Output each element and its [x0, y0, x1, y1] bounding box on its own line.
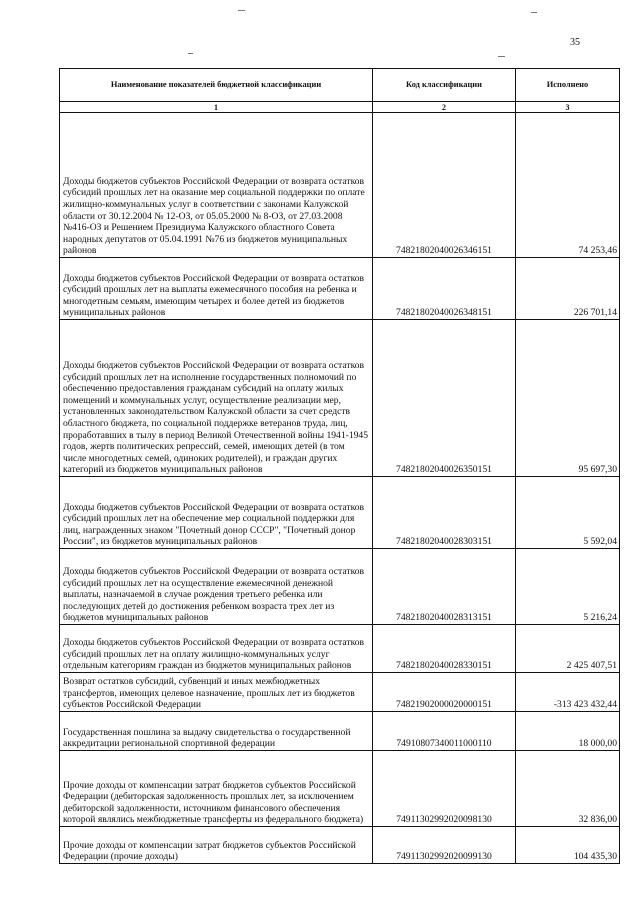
column-header-executed: Исполнено — [516, 69, 620, 102]
column-number: 1 — [60, 102, 373, 113]
row-name: Доходы бюджетов субъектов Российской Федерации от возврата остатков субсидий прошлых лет на осуществление ежемесячной денежной выплаты, назначаемой в случае рождения третьего ребенка или последующих детей до достижения ребенком возраста трех лет из бюджетов муниципальных районов — [60, 549, 373, 625]
row-name: Прочие доходы от компенсации затрат бюджетов субъектов Российской Федерации (прочие доходы) — [60, 827, 373, 864]
table-row — [60, 113, 620, 258]
table-row — [60, 712, 620, 751]
row-name: Доходы бюджетов субъектов Российской Федерации от возврата остатков субсидий прошлых лет на обеспечение мер социальной поддержки для лиц, награжденных знаком "Почетный донор СССР", "Почетный донор России", из бюджетов муниципальных районов — [60, 477, 373, 549]
row-name: Возврат остатков субсидий, субвенций и иных межбюджетных трансфертов, имеющих целевое назначение, прошлых лет из бюджетов субъектов Российской Федерации — [60, 673, 373, 712]
scan-mark — [498, 56, 505, 57]
row-code: 74821802040028313151 — [373, 549, 516, 625]
row-code: 74821802040026348151 — [373, 258, 516, 320]
row-name: Доходы бюджетов субъектов Российской Федерации от возврата остатков субсидий прошлых лет на исполнение государственных полномочий по обеспечению предоставления гражданам субсидий на оплату жилых помещений и коммунальных услуг, осуществление реализации мер, установленных законодательством Калужской области за счет средств областного бюджета, по социальной поддержке ветеранов труда, лиц, проработавших в тылу в период Великой Отечественной войны 1941-1945 годов, жертв политических репрессий, семей, имеющих детей (в том числе многодетных семей, одиноких родителей), и граждан других категорий из бюджетов муниципальных районов — [60, 320, 373, 477]
column-number-row — [60, 102, 620, 113]
table-row — [60, 258, 620, 320]
scan-mark — [531, 12, 537, 13]
row-name: Государственная пошлина за выдачу свидетельства о государственной аккредитации региональной спортивной федерации — [60, 712, 373, 751]
row-executed: 95 697,30 — [516, 320, 620, 477]
scan-mark — [188, 53, 193, 54]
scan-mark — [238, 10, 245, 11]
row-code: 74821802040026350151 — [373, 320, 516, 477]
row-code: 74911302992020098130 — [373, 751, 516, 827]
row-code: 74911302992020099130 — [373, 827, 516, 864]
row-code: 74821802040028303151 — [373, 477, 516, 549]
row-executed: 18 000,00 — [516, 712, 620, 751]
row-code: 74821802040026346151 — [373, 113, 516, 258]
budget-table — [59, 68, 620, 864]
row-executed: -313 423 432,44 — [516, 673, 620, 712]
row-executed: 104 435,30 — [516, 827, 620, 864]
table-header-row — [60, 69, 620, 102]
column-header-code: Код классификации — [373, 69, 516, 102]
column-header-name: Наименование показателей бюджетной классификации — [60, 69, 373, 102]
row-executed: 74 253,46 — [516, 113, 620, 258]
column-number: 3 — [516, 102, 620, 113]
row-name: Доходы бюджетов субъектов Российской Федерации от возврата остатков субсидий прошлых лет на выплаты ежемесячного пособия на ребенка и многодетным семьям, имеющим четырех и более детей из бюджетов муниципальных районов — [60, 258, 373, 320]
table-row — [60, 477, 620, 549]
row-executed: 32 836,00 — [516, 751, 620, 827]
row-executed: 2 425 407,51 — [516, 625, 620, 673]
table-row — [60, 673, 620, 712]
row-executed: 5 592,04 — [516, 477, 620, 549]
table-row — [60, 625, 620, 673]
table-row — [60, 549, 620, 625]
table-row — [60, 320, 620, 477]
column-number: 2 — [373, 102, 516, 113]
row-name: Доходы бюджетов субъектов Российской Федерации от возврата остатков субсидий прошлых лет на оплату жилищно-коммунальных услуг отдельным категориям граждан из бюджетов муниципальных районов — [60, 625, 373, 673]
row-name: Прочие доходы от компенсации затрат бюджетов субъектов Российской Федерации (дебиторская задолженность прошлых лет, за исключением дебиторской задолженности, источником финансового обеспечения которой являлись межбюджетные трансферты из федерального бюджета) — [60, 751, 373, 827]
row-code: 74821802040028330151 — [373, 625, 516, 673]
page-number: 35 — [570, 37, 580, 48]
row-name: Доходы бюджетов субъектов Российской Федерации от возврата остатков субсидий прошлых лет на оказание мер социальной поддержки по оплате жилищно-коммунальных услуг в соответствии с законами Калужской области от 30.12.2004 № 12-ОЗ, от 05.05.2000 № 8-ОЗ, от 27.03.2008 №416-ОЗ и Решением Президиума Калужского областного Совета народных депутатов от 05.04.1991 №76 из бюджетов муниципальных районов — [60, 113, 373, 258]
row-executed: 226 701,14 — [516, 258, 620, 320]
row-executed: 5 216,24 — [516, 549, 620, 625]
row-code: 74910807340011000110 — [373, 712, 516, 751]
table-row — [60, 751, 620, 827]
row-code: 74821902000020000151 — [373, 673, 516, 712]
table-row — [60, 827, 620, 864]
